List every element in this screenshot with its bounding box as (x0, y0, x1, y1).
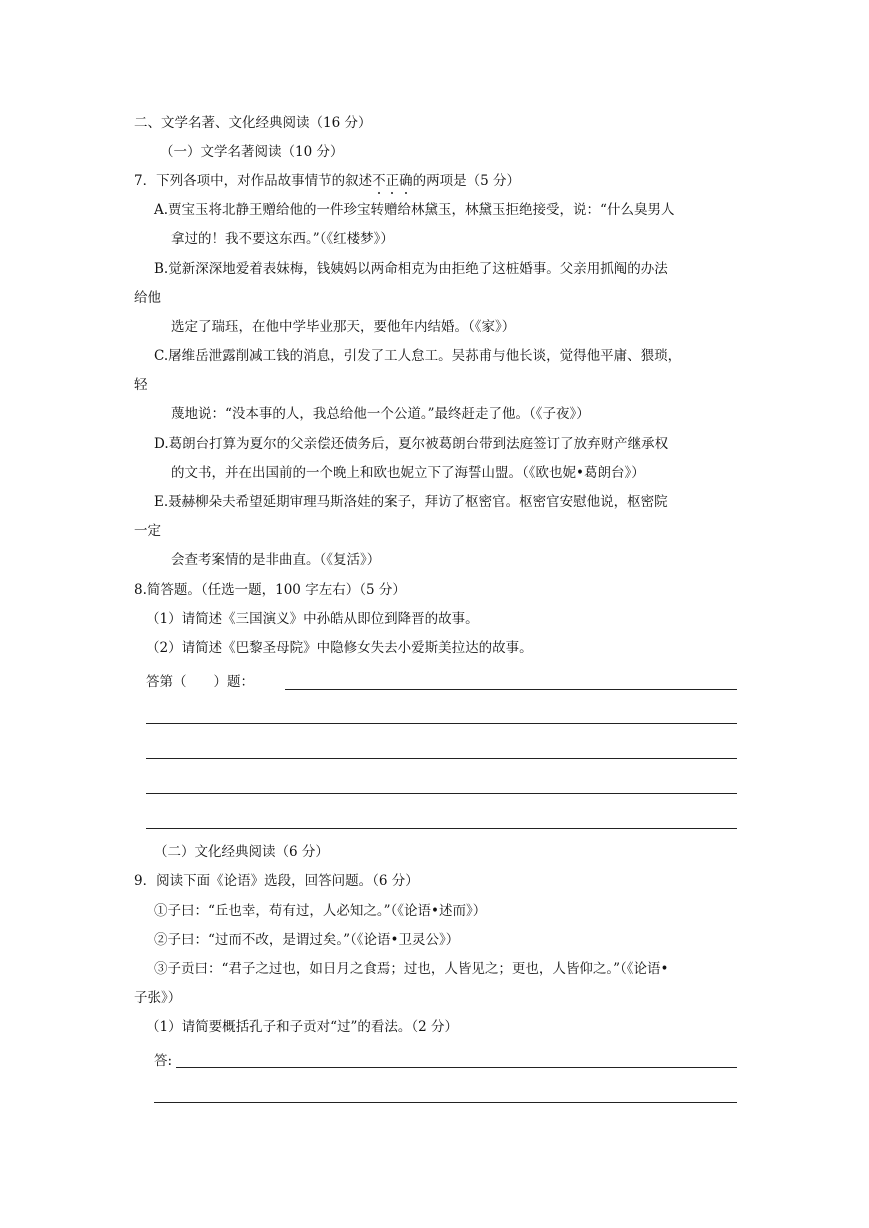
question-8-option-2: （2）请简述《巴黎圣母院》中隐修女失去小爱斯美拉达的故事。 (146, 640, 533, 656)
question-8-answer-label: 答第（ ）题： (146, 674, 254, 690)
option-c-line3: 蔑地说：“没本事的人，我总给他一个公道。”最终赶走了他。（《子夜》） (171, 406, 590, 422)
option-c-line1: C.屠维岳泄露削减工钱的消息，引发了工人怠工。吴荪甫与他长谈，觉得他平庸、猥琐， (154, 348, 682, 364)
emphasis-char: 正 (385, 173, 400, 189)
question-8-option-1: （1）请简述《三国演义》中孙皓从即位到降晋的故事。 (146, 611, 479, 627)
option-c-line2: 轻 (134, 377, 148, 393)
answer-line[interactable] (146, 793, 737, 794)
section-title: 二、文学名著、文化经典阅读（16 分） (134, 115, 372, 131)
option-e-line2: 一定 (134, 523, 161, 539)
quote-3-line1: ③子贡曰：“君子之过也，如日月之食焉；过也，人皆见之；更也，人皆仰之。”（《论语• (154, 961, 669, 977)
answer-line[interactable] (154, 1102, 737, 1103)
answer-line[interactable] (146, 758, 737, 759)
question-7-stem-after: 的两项是（5 分） (412, 173, 520, 189)
emphasis-char: 不 (372, 173, 386, 189)
option-e-line1: E.聂赫柳朵夫希望延期审理马斯洛娃的案子，拜访了枢密官。枢密官安慰他说，枢密院 (154, 494, 668, 510)
option-b-line1: B.觉新深深地爱着表妹梅，钱姨妈以两命相克为由拒绝了这桩婚事。父亲用抓阄的办法 (154, 261, 668, 277)
quote-3-line2: 子张》） (134, 990, 182, 1006)
question-9-stem: 9．阅读下面《论语》选段，回答问题。（6 分） (134, 873, 419, 889)
answer-line[interactable] (146, 828, 737, 829)
quote-1: ①子曰：“丘也幸，苟有过，人必知之。”（《论语•述而》） (154, 903, 487, 919)
option-a-line1: A.贾宝玉将北静王赠给他的一件珍宝转赠给林黛玉，林黛玉拒绝接受，说：“什么臭男人 (154, 202, 675, 218)
subsection-title-literature: （一）文学名著阅读（10 分） (160, 144, 344, 160)
question-7-stem (134, 172, 520, 190)
option-d-line2: 的文书，并在出国前的一个晚上和欧也妮立下了海誓山盟。（《欧也妮•葛朗台》） (171, 465, 645, 481)
subsection-title-classics: （二）文化经典阅读（6 分） (154, 844, 329, 860)
question-9-answer-label: 答: (154, 1053, 173, 1069)
quote-2: ②子曰：“过而不改，是谓过矣。”（《论语•卫灵公》） (154, 932, 460, 948)
option-d-line1: D.葛朗台打算为夏尔的父亲偿还债务后，夏尔被葛朗台带到法庭签订了放弃财产继承权 (154, 436, 669, 452)
answer-line[interactable] (176, 1067, 737, 1068)
answer-line[interactable] (146, 723, 737, 724)
question-9-sub-1: （1）请简要概括孔子和子贡对“过”的看法。（2 分） (146, 1019, 459, 1035)
option-b-line3: 选定了瑞珏，在他中学毕业那天，要他年内结婚。（《家》） (171, 319, 516, 335)
question-8-stem: 8.简答题。（任选一题，100 字左右）（5 分） (134, 582, 406, 598)
answer-line[interactable] (285, 689, 737, 690)
question-7-stem-before: 7．下列各项中，对作品故事情节的叙述 (134, 173, 373, 189)
option-b-line2: 给他 (134, 290, 161, 306)
option-e-line3: 会查考案情的是非曲直。（《复活》） (171, 552, 381, 568)
option-a-line2: 拿过的！我不要这东西。”（《红楼梦》） (171, 231, 394, 247)
emphasis-char: 确 (399, 173, 413, 189)
